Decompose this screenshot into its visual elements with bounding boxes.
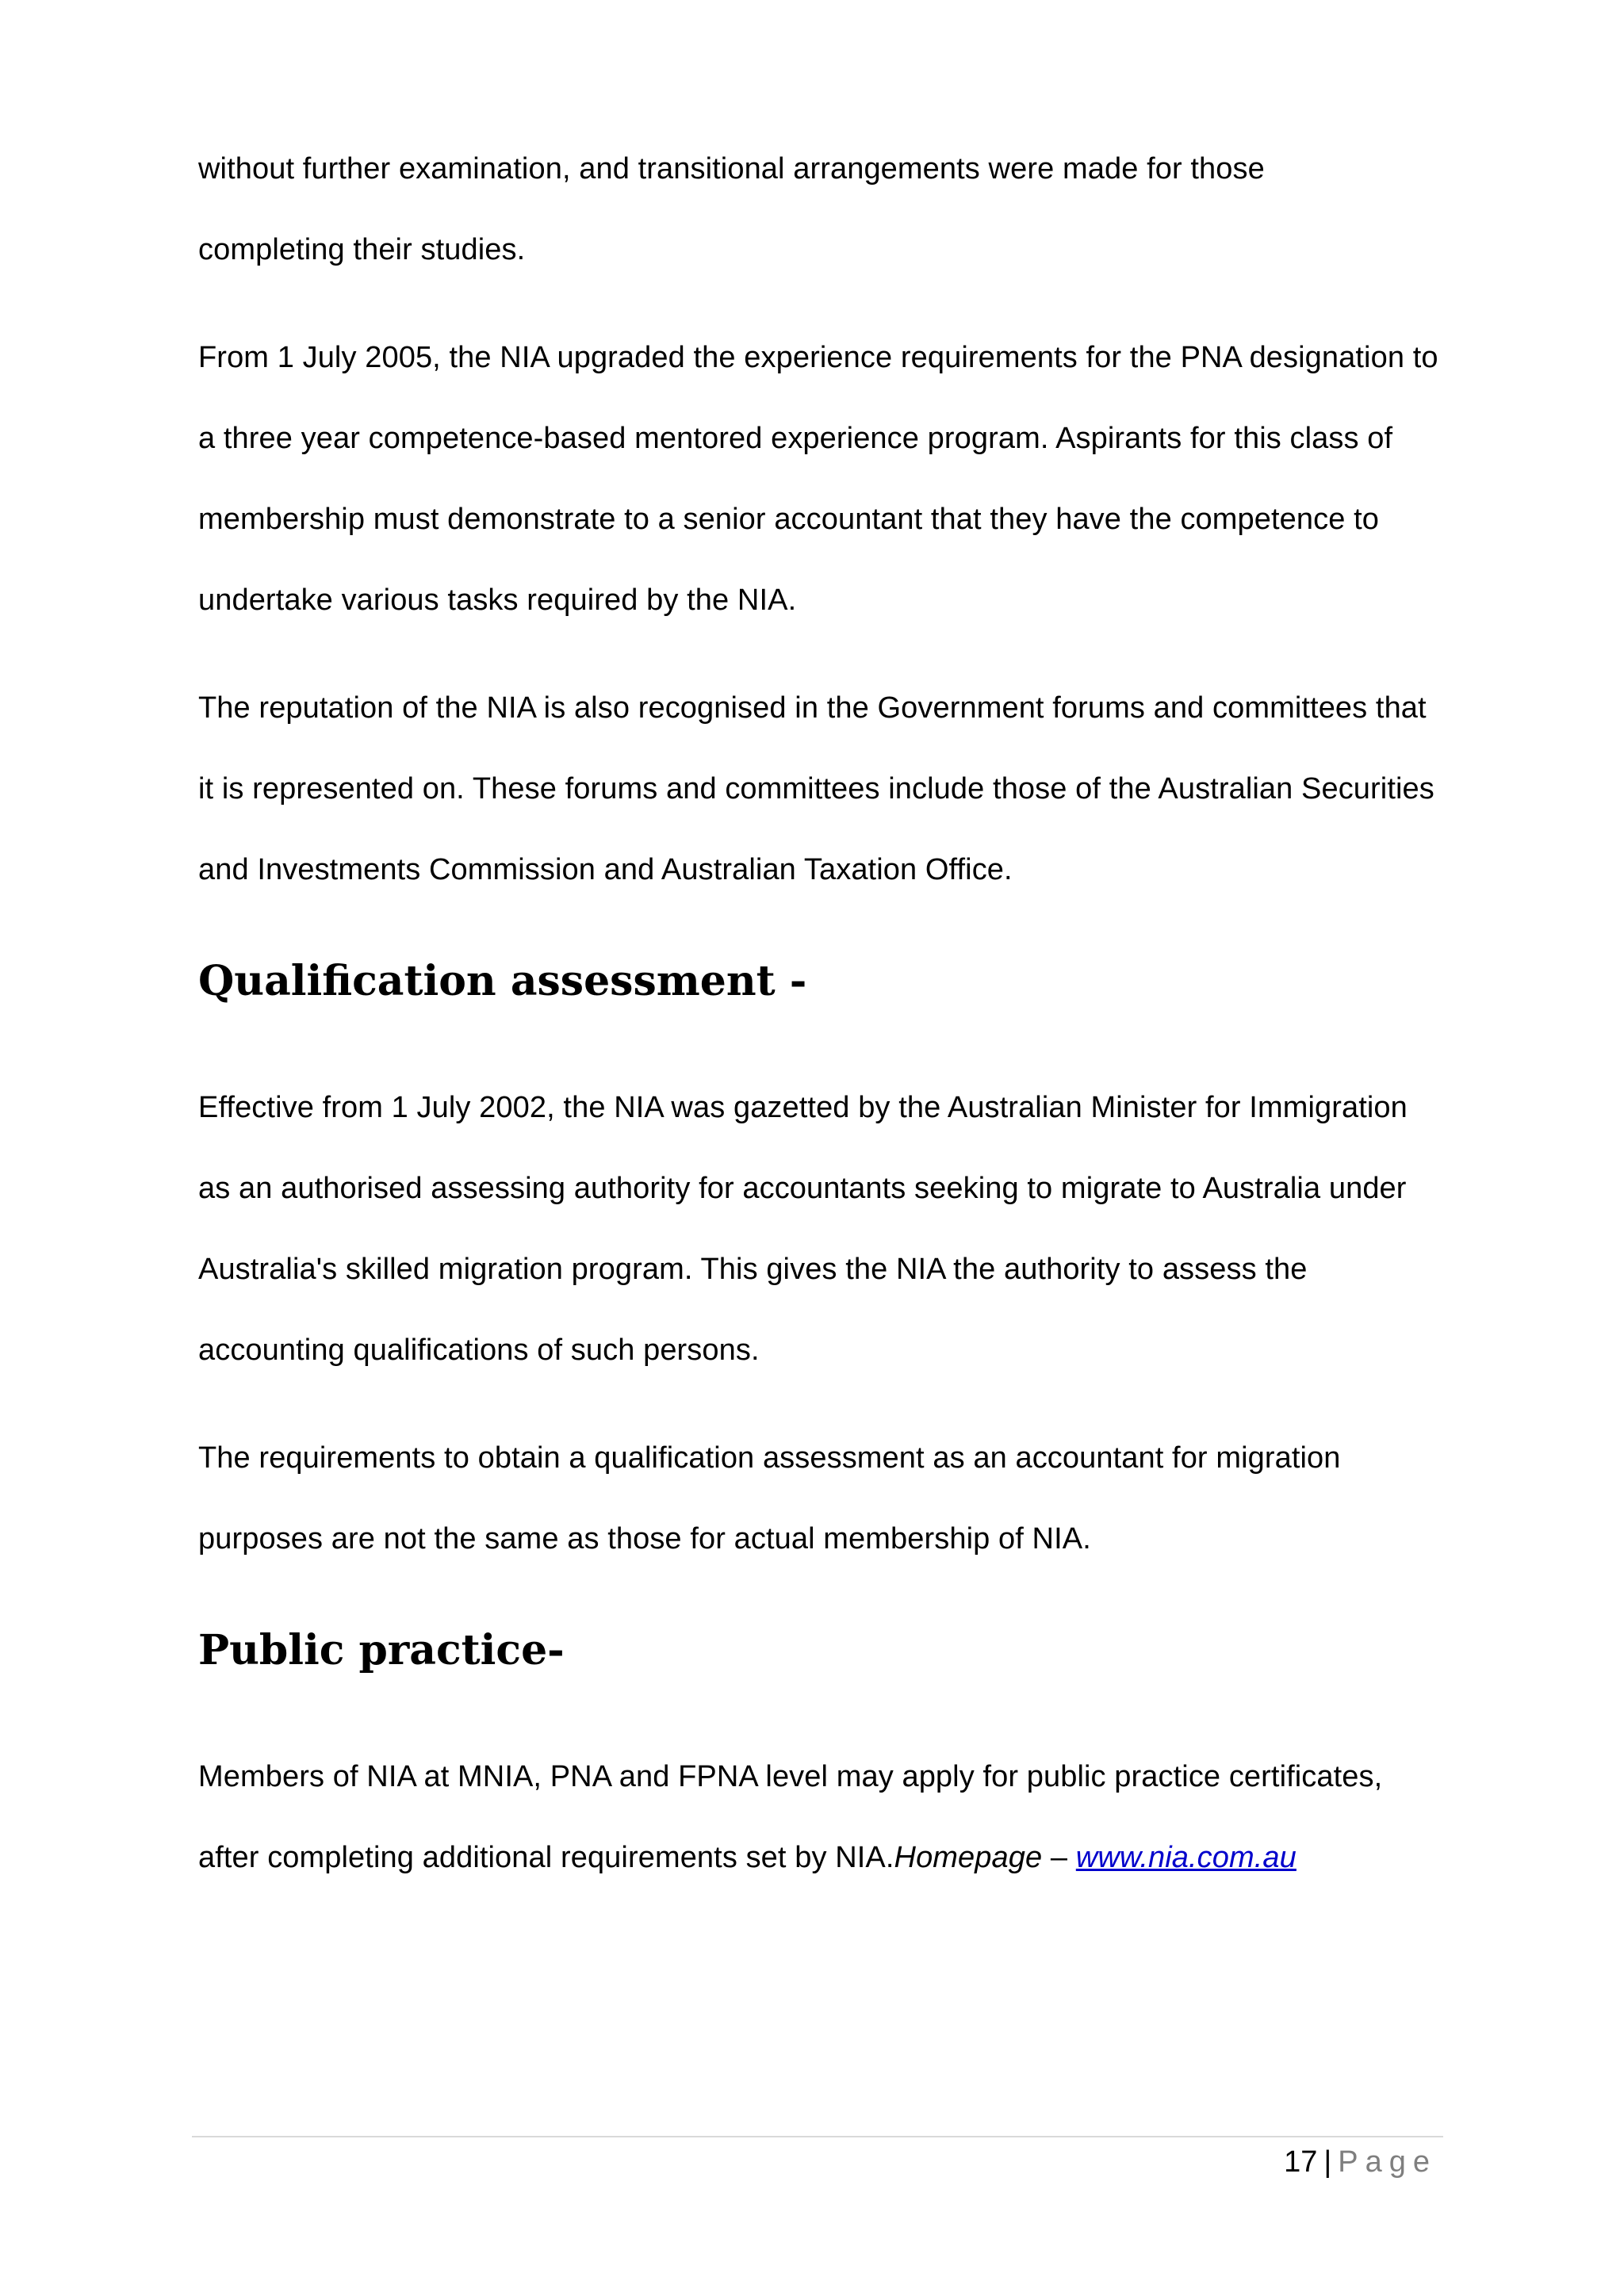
paragraph-6-line-1: Members of NIA at MNIA, PNA and FPNA level may apply for public practice certificates, <box>198 1760 1383 1793</box>
homepage-dash: – <box>1042 1841 1076 1874</box>
footer-separator: | <box>1323 2145 1332 2179</box>
paragraph-2-line-4: undertake various tasks required by the NIA. <box>198 584 797 617</box>
paragraph-6-line-2-text: after completing additional requirements set by NIA. <box>198 1841 894 1874</box>
page-number: 17 <box>1284 2145 1318 2179</box>
paragraph-4-line-1: Effective from 1 July 2002, the NIA was gazetted by the Australian Minister for Immigration <box>198 1091 1408 1124</box>
heading-qualification-assessment: Qualification assessment - <box>198 957 807 1005</box>
paragraph-4-line-2: as an authorised assessing authority for accountants seeking to migrate to Australia under <box>198 1172 1407 1205</box>
page-word: Page <box>1338 2145 1437 2179</box>
homepage-link[interactable]: www.nia.com.au <box>1075 1841 1297 1874</box>
paragraph-1-line-2: completing their studies. <box>198 233 526 266</box>
paragraph-5-line-1: The requirements to obtain a qualification assessment as an accountant for migration <box>198 1441 1341 1475</box>
homepage-label: Homepage <box>894 1841 1043 1874</box>
paragraph-3-line-3: and Investments Commission and Australian Taxation Office. <box>198 853 1013 886</box>
paragraph-6-line-2 <box>198 1839 1297 1876</box>
page-footer <box>1284 2144 1437 2180</box>
paragraph-2-line-3: membership must demonstrate to a senior accountant that they have the competence to <box>198 503 1380 536</box>
paragraph-3-line-2: it is represented on. These forums and committees include those of the Australian Securities <box>198 772 1434 806</box>
heading-public-practice: Public practice- <box>198 1626 565 1674</box>
paragraph-2-line-1: From 1 July 2005, the NIA upgraded the experience requirements for the PNA designation to <box>198 341 1438 374</box>
paragraph-4-line-3: Australia's skilled migration program. This gives the NIA the authority to assess the <box>198 1253 1308 1286</box>
footer-divider <box>192 2136 1443 2137</box>
paragraph-3-line-1: The reputation of the NIA is also recognised in the Government forums and committees that <box>198 691 1427 725</box>
paragraph-1-line-1: without further examination, and transitional arrangements were made for those <box>198 152 1265 186</box>
paragraph-5-line-2: purposes are not the same as those for actual membership of NIA. <box>198 1522 1091 1556</box>
paragraph-2-line-2: a three year competence-based mentored experience program. Aspirants for this class of <box>198 422 1393 455</box>
paragraph-4-line-4: accounting qualifications of such persons. <box>198 1334 760 1367</box>
